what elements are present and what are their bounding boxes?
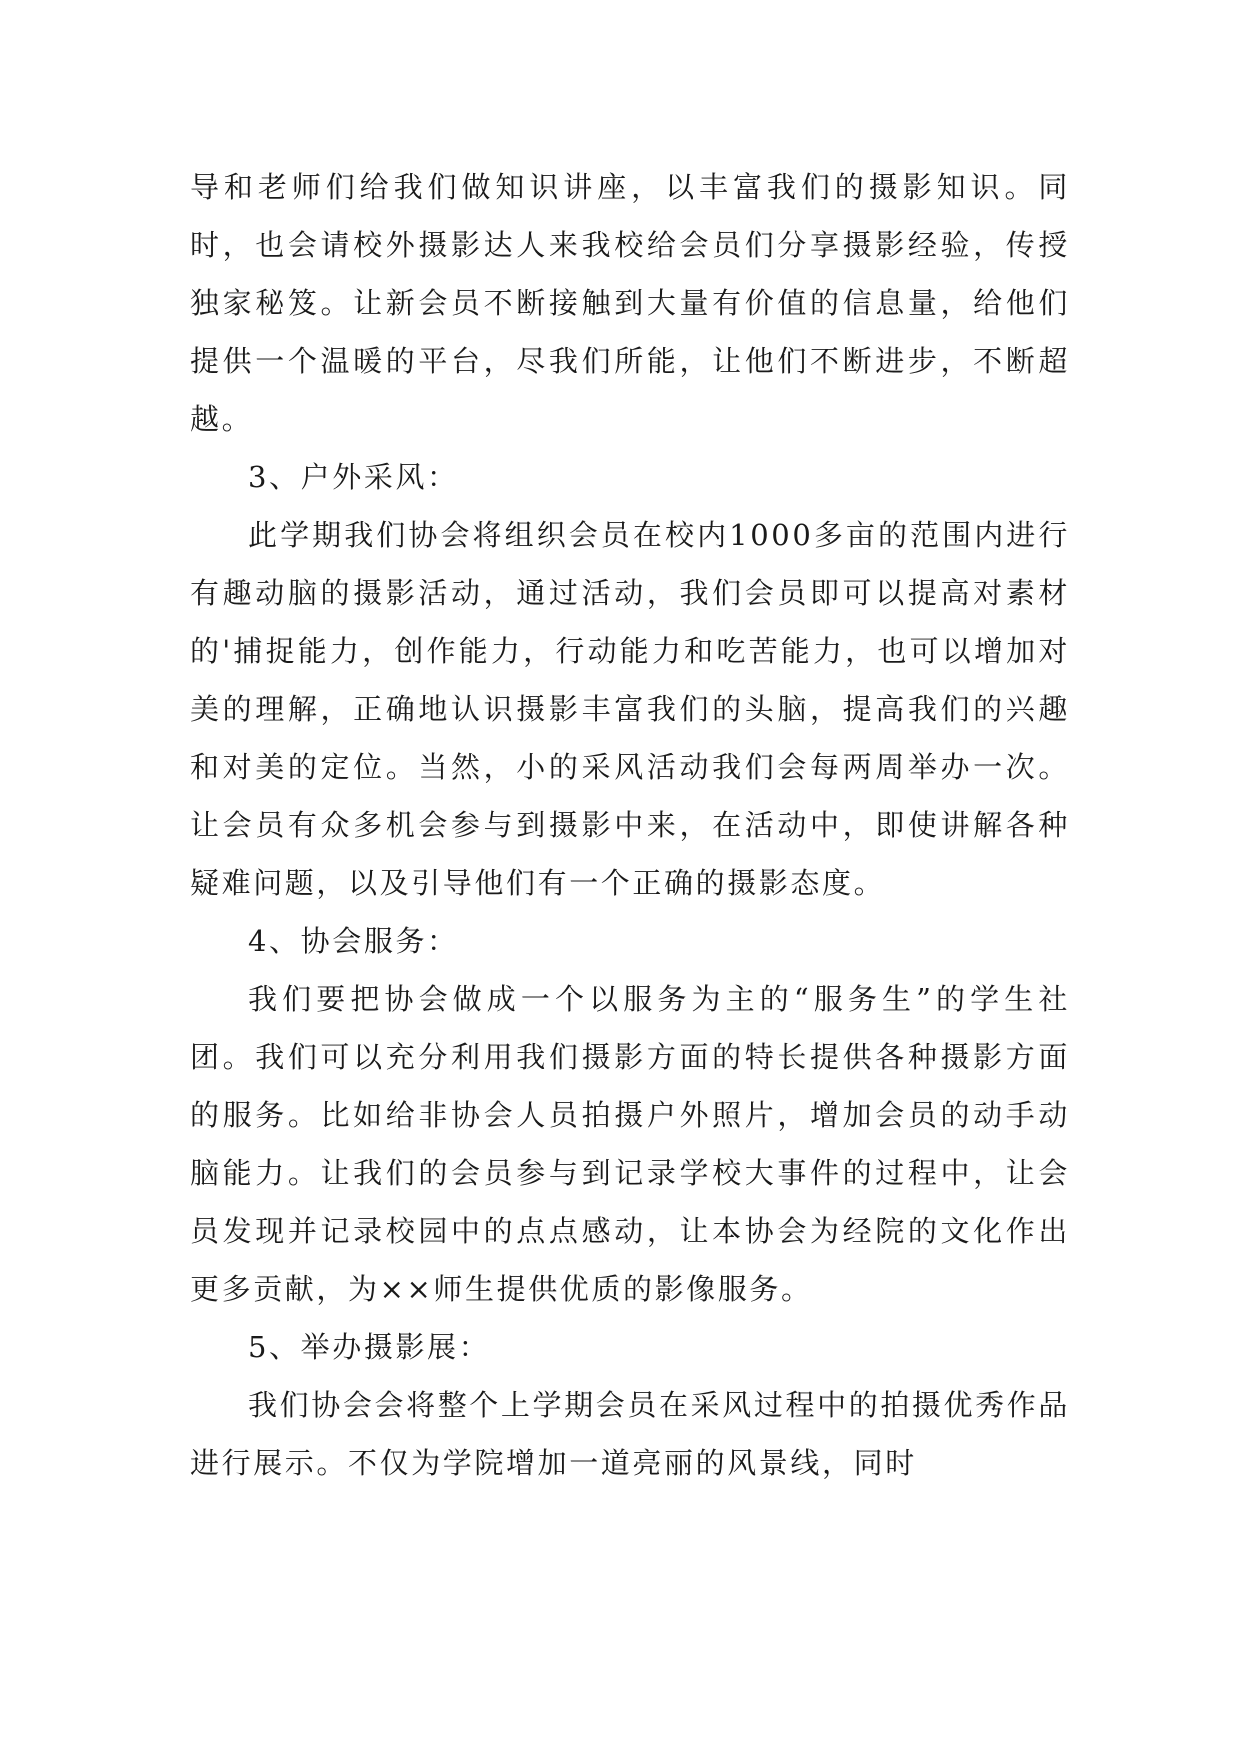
section-heading-photo-exhibition: 5、举办摄影展： [248, 1330, 491, 1364]
paragraph-continued-intro: 导和老师们给我们做知识讲座，以丰富我们的摄影知识。同时，也会请校外摄影达人来我校给会员们分享摄影经验，传授独家秘笈。让新会员不断接触到大量有价值的信息量，给他们提供一个温暖的平台，尽我们所能，让他们不断进步，不断超越。 [190, 170, 1070, 436]
paragraph-association-service: 我们要把协会做成一个以服务为主的“服务生”的学生社团。我们可以充分利用我们摄影方面的特长提供各种摄影方面的服务。比如给非协会人员拍摄户外照片，增加会员的动手动脑能力。让我们的会员参与到记录学校大事件的过程中，让会员发现并记录校园中的点点感动，让本协会为经院的文化作出更多贡献，为××师生提供优质的影像服务。 [190, 982, 1070, 1306]
paragraph-photo-exhibition: 我们协会会将整个上学期会员在采风过程中的拍摄优秀作品进行展示。不仅为学院增加一道亮丽的风景线，同时 [190, 1388, 1070, 1480]
section-heading-association-service: 4、协会服务： [248, 924, 459, 958]
document-body [190, 158, 1070, 1492]
section-heading-outdoor-shooting: 3、户外采风： [248, 460, 459, 494]
paragraph-outdoor-shooting: 此学期我们协会将组织会员在校内1000多亩的范围内进行有趣动脑的摄影活动，通过活动，我们会员即可以提高对素材的'捕捉能力，创作能力，行动能力和吃苦能力，也可以增加对美的理解，正确地认识摄影丰富我们的头脑，提高我们的兴趣和对美的定位。当然，小的采风活动我们会每两周举办一次。让会员有众多机会参与到摄影中来，在活动中，即使讲解各种疑难问题，以及引导他们有一个正确的摄影态度。 [190, 518, 1070, 900]
